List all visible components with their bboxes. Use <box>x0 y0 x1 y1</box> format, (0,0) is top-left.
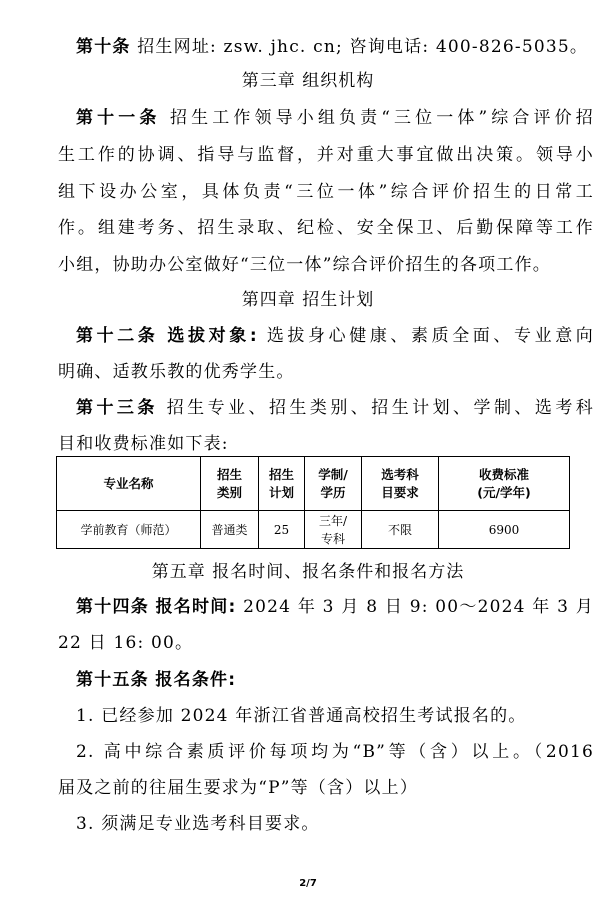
chapter-4-heading: 第四章 招生计划 <box>241 290 375 310</box>
article-11-line-1 <box>76 108 594 128</box>
article-11-line-4: 作。组建考务、招生录取、纪检、安全保卫、后勤保障等工作 <box>58 218 594 238</box>
article-15-heading <box>76 670 594 690</box>
chapter-5-heading: 第五章 报名时间、报名条件和报名方法 <box>151 562 465 582</box>
article-14-title: 报名时间: <box>155 597 237 617</box>
article-12-line-2: 明确、适教乐教的优秀学生。 <box>58 362 295 382</box>
article-10 <box>76 37 594 57</box>
article-11-text-1: 招生工作领导小组负责“三位一体”综合评价招 <box>170 108 594 128</box>
article-14-line-2: 22 日 16: 00。 <box>58 633 194 653</box>
article-15-label: 第十五条 <box>76 670 149 690</box>
article-14-text-1: 2024 年 3 月 8 日 9: 00～2024 年 3 月 <box>243 597 594 617</box>
cell-category: 普通类 <box>201 511 259 549</box>
article-13-line-2: 目和收费标准如下表: <box>58 434 229 454</box>
article-15-title: 报名条件: <box>155 670 237 690</box>
cell-plan: 25 <box>259 511 305 549</box>
condition-item-1: 1. 已经参加 2024 年浙江省普通高校招生考试报名的。 <box>76 706 527 726</box>
header-major: 专业名称 <box>57 457 201 511</box>
article-12-text-1: 选拔身心健康、素质全面、专业意向 <box>266 326 594 346</box>
article-11-line-2: 生工作的协调、指导与监督，并对重大事宜做出决策。领导小 <box>58 145 594 165</box>
article-14-line-1 <box>76 597 594 617</box>
article-13-label: 第十三条 <box>76 398 158 418</box>
article-11-line-5: 小组，协助办公室做好“三位一体”综合评价招生的各项工作。 <box>58 255 551 275</box>
fee-table <box>56 456 570 549</box>
page-number: 2/7 <box>299 878 317 889</box>
cell-duration: 三年/ 专科 <box>305 511 362 549</box>
header-plan: 招生 计划 <box>259 457 305 511</box>
table-row <box>57 511 570 549</box>
article-14-label: 第十四条 <box>76 597 149 617</box>
article-11-label: 第十一条 <box>76 108 161 128</box>
header-fee: 收费标准 (元/学年) <box>439 457 570 511</box>
header-subject-req: 选考科 目要求 <box>362 457 439 511</box>
chapter-3-heading: 第三章 组织机构 <box>241 71 375 91</box>
article-13-text-1: 招生专业、招生类别、招生计划、学制、选考科 <box>166 398 594 418</box>
cell-fee: 6900 <box>439 511 570 549</box>
article-12-line-1 <box>76 326 594 346</box>
header-category: 招生 类别 <box>201 457 259 511</box>
article-10-text: 招生网址: zsw. jhc. cn; 咨询电话: 400-826-5035。 <box>137 37 589 57</box>
condition-item-2: 2. 高中综合素质评价每项均为“B”等（含）以上。（2016 <box>76 742 594 762</box>
condition-item-2-cont: 届及之前的往届生要求为“P”等（含）以上） <box>58 778 419 798</box>
article-10-label: 第十条 <box>76 37 131 57</box>
cell-subject-req: 不限 <box>362 511 439 549</box>
cell-major: 学前教育（师范） <box>57 511 201 549</box>
article-11-line-3: 组下设办公室，具体负责“三位一体”综合评价招生的日常工 <box>58 182 594 202</box>
condition-item-3: 3. 须满足专业选考科目要求。 <box>76 814 320 834</box>
article-13-line-1 <box>76 398 594 418</box>
article-12-label: 第十二条 <box>76 326 159 346</box>
header-duration: 学制/ 学历 <box>305 457 362 511</box>
table-header-row <box>57 457 570 511</box>
article-12-title: 选拔对象: <box>167 326 258 346</box>
